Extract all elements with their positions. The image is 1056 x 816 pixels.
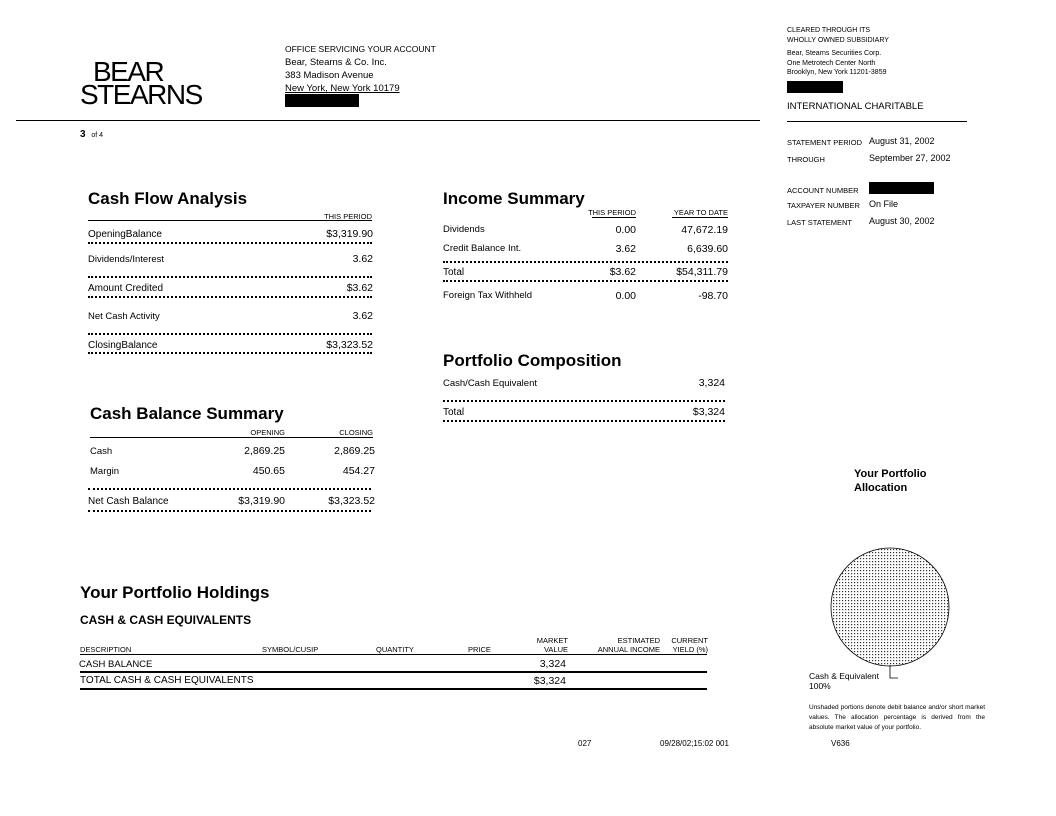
col-yield-line-2: YIELD (%) [672, 645, 708, 654]
cash-balance-row-closing: $3,323.52 [328, 495, 375, 507]
composition-row-label: Total [443, 407, 465, 418]
cash-flow-row-value: $3.62 [346, 282, 373, 294]
account-number-label: ACCOUNT NUMBER [787, 186, 859, 195]
holdings-title: Your Portfolio Holdings [80, 583, 270, 602]
dotted-rule [88, 242, 372, 244]
divider [88, 220, 372, 221]
statement-period-value: August 31, 2002 [869, 136, 935, 146]
account-name: INTERNATIONAL CHARITABLE [787, 101, 924, 112]
composition-row-label: Cash/Cash Equivalent [443, 378, 537, 389]
cash-flow-row-label: Dividends/Interest [88, 254, 165, 265]
holdings-total-value: $3,324 [533, 675, 566, 687]
dotted-rule [88, 296, 372, 298]
holdings-total-rule [80, 688, 707, 690]
dotted-rule [443, 420, 725, 422]
col-income-line-1: ESTIMATED [617, 636, 660, 645]
allocation-title-line-1: Your Portfolio [854, 468, 927, 480]
logo-line-1: BEAR [93, 56, 164, 87]
divider [592, 217, 636, 218]
account-number-redacted [869, 182, 934, 194]
dotted-rule [443, 261, 728, 263]
col-quantity: QUANTITY [376, 645, 414, 654]
cash-balance-row-opening: 2,869.25 [244, 445, 285, 457]
income-col-this-period: THIS PERIOD [588, 208, 636, 217]
side-divider [787, 121, 967, 122]
cash-balance-col-opening: OPENING [250, 428, 285, 437]
col-yield-line-1: CURRENT [671, 636, 708, 645]
dotted-rule [88, 276, 372, 278]
col-estimated-income [590, 636, 660, 654]
holdings-row-description: CASH BALANCE [79, 659, 153, 670]
clearing-city: Brooklyn, New York 11201-3859 [787, 69, 887, 76]
cash-balance-row-opening: 450.65 [252, 465, 285, 477]
pie-slice-cash-equivalent [831, 548, 949, 666]
cash-balance-row-opening: $3,319.90 [238, 495, 285, 507]
composition-row-value: $3,324 [692, 406, 725, 418]
cash-flow-row-label: OpeningBalance [88, 229, 162, 240]
cash-flow-title: Cash Flow Analysis [88, 189, 248, 208]
cash-flow-row-label: Net Cash Activity [88, 311, 160, 322]
dotted-rule [443, 400, 725, 402]
income-row-period: $3.62 [609, 266, 636, 278]
holdings-header-rule [80, 654, 707, 655]
cash-balance-row-closing: 454.27 [342, 465, 375, 477]
clearing-street: One Metrotech Center North [787, 59, 876, 67]
divider [672, 217, 728, 218]
last-statement-value: August 30, 2002 [869, 216, 935, 226]
dotted-rule [88, 510, 371, 512]
bear-stearns-logo [80, 56, 202, 110]
income-row-ytd: 47,672.19 [681, 224, 728, 236]
income-row-label: Credit Balance Int. [443, 243, 522, 254]
taxpayer-value: On File [869, 199, 899, 209]
cash-flow-row-label: ClosingBalance [88, 340, 158, 351]
footer-code-1: 027 [578, 739, 592, 748]
clearing-info [787, 26, 889, 78]
cash-flow-row-value: 3.62 [352, 310, 373, 322]
dotted-rule [88, 352, 372, 354]
allocation-title [854, 467, 927, 495]
income-row-label: Dividends [443, 224, 485, 235]
footer-code-2: 09/28/02;15:02 001 [660, 739, 729, 748]
dotted-rule [88, 333, 372, 335]
income-row-period: 0.00 [615, 290, 636, 302]
statement-period-label: STATEMENT PERIOD [787, 138, 863, 147]
cash-balance-row-label: Margin [90, 466, 120, 477]
allocation-legend-label: Cash & Equivalent [809, 671, 879, 681]
cash-flow-row-value: 3.62 [352, 253, 373, 265]
footer-code-3: V636 [831, 739, 850, 748]
taxpayer-label: TAXPAYER NUMBER [787, 201, 860, 210]
income-row-ytd: 6,639.60 [687, 243, 728, 255]
office-street: 383 Madison Avenue [285, 70, 374, 81]
income-row-period: 3.62 [615, 243, 636, 255]
header-divider [16, 120, 760, 121]
col-symbol: SYMBOL/CUSIP [262, 645, 319, 654]
page-indicator [80, 129, 103, 140]
cash-flow-row-label: Amount Credited [88, 283, 164, 294]
allocation-title-line-2: Allocation [854, 482, 908, 494]
col-current-yield [664, 636, 708, 654]
dotted-rule [88, 488, 371, 490]
cash-flow-column-header: THIS PERIOD [324, 212, 372, 221]
holdings-subtitle: CASH & CASH EQUIVALENTS [80, 613, 252, 627]
last-statement-label: LAST STATEMENT [787, 218, 853, 227]
col-market-line-2: VALUE [543, 645, 568, 654]
col-description: DESCRIPTION [80, 645, 132, 654]
income-summary-title: Income Summary [443, 189, 585, 208]
income-row-period: 0.00 [615, 224, 636, 236]
through-value: September 27, 2002 [869, 153, 951, 163]
clearing-name: Bear, Stearns Securities Corp. [787, 50, 882, 57]
pie-leader-line [890, 665, 898, 678]
col-market-line-1: MARKET [536, 636, 568, 645]
income-col-ytd: YEAR TO DATE [673, 208, 728, 217]
cash-flow-row-value: $3,319.90 [326, 228, 373, 240]
col-price: PRICE [468, 645, 491, 654]
cash-balance-row-label: Net Cash Balance [88, 496, 169, 507]
holdings-total-description: TOTAL CASH & CASH EQUIVALENTS [80, 675, 254, 686]
through-label: THROUGH [787, 155, 825, 164]
allocation-legend [809, 671, 879, 691]
portfolio-composition-title: Portfolio Composition [443, 351, 622, 370]
allocation-legend-percent: 100% [809, 681, 831, 691]
cash-balance-col-closing: CLOSING [339, 428, 373, 437]
income-row-ytd: $54,311.79 [676, 266, 728, 278]
holdings-row-value: 3,324 [539, 658, 566, 670]
clearing-line-2: WHOLLY OWNED SUBSIDIARY [787, 36, 889, 44]
col-market-value [520, 636, 568, 654]
divider [90, 437, 373, 438]
income-row-label: Total [443, 267, 465, 278]
holdings-row-rule [80, 671, 707, 673]
cash-balance-row-closing: 2,869.25 [334, 445, 375, 457]
cash-balance-title: Cash Balance Summary [90, 404, 284, 423]
office-address [285, 43, 436, 95]
office-name: Bear, Stearns & Co. Inc. [285, 57, 387, 68]
col-income-line-2: ANNUAL INCOME [597, 645, 660, 654]
clearing-line-1: CLEARED THROUGH ITS [787, 27, 871, 34]
composition-row-value: 3,324 [698, 377, 725, 389]
income-row-ytd: -98.70 [698, 290, 728, 302]
allocation-note: Unshaded portions denote debit balance and/or short market values. The allocation percentage is derived from the absolute market value of your portfolio. [809, 704, 985, 731]
page-of: of 4 [91, 132, 104, 139]
logo-line-2: STEARNS [80, 79, 202, 110]
redacted-block [787, 81, 843, 93]
page-number: 3 [80, 129, 86, 140]
redacted-block [285, 94, 359, 107]
cash-balance-row-label: Cash [90, 446, 113, 457]
office-city: New York, New York 10179 [285, 83, 400, 94]
dotted-rule [443, 280, 728, 282]
office-heading: OFFICE SERVICING YOUR ACCOUNT [285, 44, 436, 54]
cash-flow-row-value: $3,323.52 [326, 339, 373, 351]
income-row-label: Foreign Tax Withheld [443, 290, 533, 301]
